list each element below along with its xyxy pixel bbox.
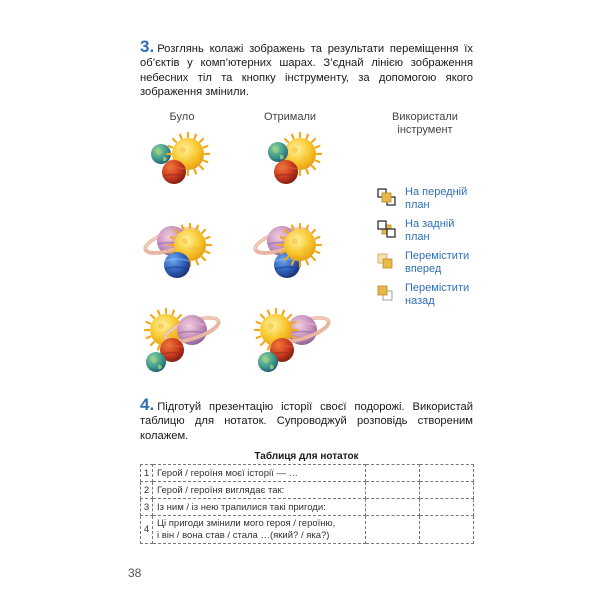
task-3-number: 3. — [140, 37, 155, 56]
task-3-text: Розглянь колажі зображень та результати переміщення їх об’єктів у комп’ютерних шарах. З’єднай лінією зображення небесних тіл та кнопку інструменту, за допомогою якого зображення змінили. — [140, 43, 473, 99]
collage-2-after[interactable] — [240, 205, 335, 285]
notes-cell[interactable] — [366, 499, 420, 516]
collage-3-before[interactable] — [128, 300, 228, 380]
tool-bring-forward[interactable] — [377, 250, 469, 276]
tool-bring-forward-label: Перемістити вперед — [405, 250, 470, 275]
earth-planet-icon — [258, 352, 278, 372]
notes-table-title: Таблиця для нотаток — [254, 451, 359, 462]
row-prompt: Із ним / із нею трапилися такі пригоди: — [153, 499, 366, 516]
notes-cell[interactable] — [420, 465, 474, 482]
row-number: 4 — [141, 516, 153, 544]
notes-table — [140, 464, 474, 544]
bring-forward-icon — [377, 252, 397, 270]
row-number: 1 — [141, 465, 153, 482]
page-number: 38 — [128, 566, 142, 580]
send-backward-icon — [377, 284, 397, 302]
tool-bring-to-front[interactable] — [377, 186, 467, 212]
collage-2-before[interactable] — [130, 205, 225, 285]
notes-cell[interactable] — [366, 482, 420, 499]
column-tool-header-line2: інструмент — [397, 124, 453, 136]
tool-send-backward[interactable] — [377, 282, 469, 308]
blue-planet-icon — [164, 252, 190, 278]
column-tool-header — [370, 111, 480, 137]
collage-1-before[interactable] — [140, 130, 220, 195]
earth-planet-icon — [146, 352, 166, 372]
bring-to-front-icon — [377, 188, 397, 206]
red-planet-icon — [162, 160, 186, 184]
column-tool-header-line1: Використали — [392, 111, 458, 123]
notes-cell[interactable] — [366, 516, 420, 544]
column-after-header: Отримали — [263, 111, 317, 123]
sun-icon — [279, 224, 321, 266]
tool-send-to-back[interactable] — [377, 218, 454, 244]
row-number: 2 — [141, 482, 153, 499]
task-4-text: Підготуй презентацію історії своєї подорожі. Використай таблицю для нотаток. Супроводжуй розповідь створеним колажем. — [140, 401, 473, 442]
task-4-number: 4. — [140, 395, 155, 414]
row-prompt: Ці пригоди змінили мого героя / героїню, і він / вона став / стала …(який? / яка?) — [153, 516, 366, 544]
table-row — [141, 482, 474, 499]
table-row — [141, 465, 474, 482]
notes-cell[interactable] — [420, 499, 474, 516]
task-4-instruction — [140, 395, 473, 443]
tool-send-to-back-label: На задній план — [405, 218, 455, 243]
send-to-back-icon — [377, 220, 397, 238]
tool-send-backward-label: Перемістити назад — [405, 282, 470, 307]
tool-bring-to-front-label: На передній план — [405, 186, 468, 211]
column-before-header: Було — [169, 111, 195, 123]
notes-cell[interactable] — [420, 516, 474, 544]
table-row — [141, 499, 474, 516]
task-3-instruction — [140, 37, 473, 100]
collage-1-after[interactable] — [252, 130, 332, 195]
row-number: 3 — [141, 499, 153, 516]
collage-3-after[interactable] — [238, 300, 338, 380]
notes-cell[interactable] — [366, 465, 420, 482]
row-prompt: Герой / героїня моєї історії — … — [153, 465, 366, 482]
earth-planet-icon — [268, 142, 288, 162]
row-prompt: Герой / героїня виглядає так: — [153, 482, 366, 499]
red-planet-icon — [274, 160, 298, 184]
table-row — [141, 516, 474, 544]
notes-cell[interactable] — [420, 482, 474, 499]
